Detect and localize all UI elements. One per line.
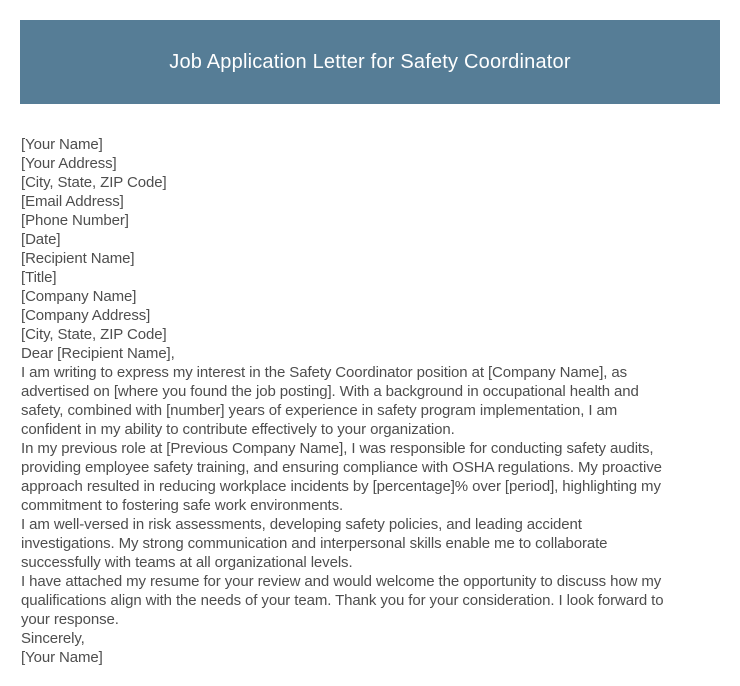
letter-line: [Email Address] — [21, 193, 124, 210]
letter-line: commitment to fostering safe work environments. — [21, 497, 344, 514]
letter-line: [Your Name] — [21, 136, 103, 153]
letter-line: [Phone Number] — [21, 212, 129, 229]
letter-line: Sincerely, — [21, 630, 85, 647]
letter-line: [Your Name] — [21, 649, 103, 666]
letter-line: Dear [Recipient Name], — [21, 345, 175, 362]
letter-line: [Company Name] — [21, 288, 137, 305]
letter-line: I am writing to express my interest in the Safety Coordinator position at [Company Name], as — [21, 364, 628, 381]
letter-line: I am well-versed in risk assessments, developing safety policies, and leading accident — [21, 516, 582, 533]
letter-line: [Company Address] — [21, 307, 151, 324]
letter-line: [Recipient Name] — [21, 250, 135, 267]
letter-line: investigations. My strong communication and interpersonal skills enable me to collaborate — [21, 535, 608, 552]
letter-line: your response. — [21, 611, 119, 628]
letter-line: [Your Address] — [21, 155, 117, 172]
letter-line: [Title] — [21, 269, 57, 286]
letter-line: [City, State, ZIP Code] — [21, 326, 167, 343]
title-banner — [20, 20, 720, 104]
letter-line: confident in my ability to contribute effectively to your organization. — [21, 421, 455, 438]
letter-line: providing employee safety training, and ensuring compliance with OSHA regulations. My proactive — [21, 459, 662, 476]
letter-line: [Date] — [21, 231, 61, 248]
page-title: Job Application Letter for Safety Coordinator — [169, 50, 571, 73]
letter-line: safety, combined with [number] years of experience in safety program implementation, I am — [21, 402, 618, 419]
letter-line: [City, State, ZIP Code] — [21, 174, 167, 191]
letter-line: I have attached my resume for your review and would welcome the opportunity to discuss how my — [21, 573, 662, 590]
letter-line: In my previous role at [Previous Company Name], I was responsible for conducting safety audits, — [21, 440, 654, 457]
letter-line: advertised on [where you found the job posting]. With a background in occupational health and — [21, 383, 639, 400]
letter-line: qualifications align with the needs of your team. Thank you for your consideration. I look forward to — [21, 592, 664, 609]
letter-line: approach resulted in reducing workplace incidents by [percentage]% over [period], highlighting my — [21, 478, 661, 495]
letter-body — [21, 135, 740, 667]
letter-line: successfully with teams at all organizational levels. — [21, 554, 353, 571]
